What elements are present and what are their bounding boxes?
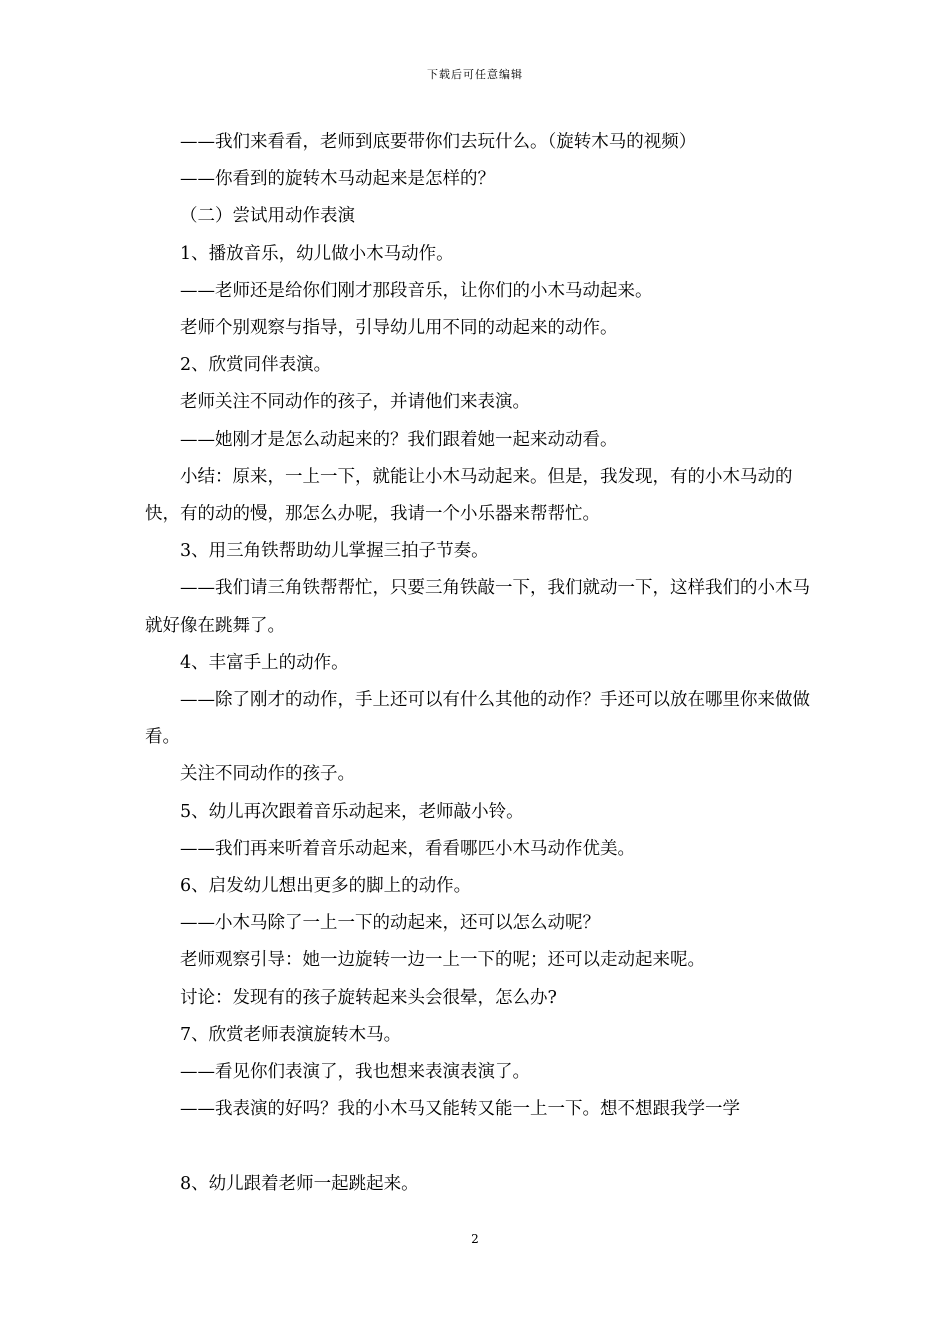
paragraph: ——看见你们表演了，我也想来表演表演了。: [180, 1062, 530, 1083]
document-body: [145, 124, 810, 1203]
step-heading: 4、丰富手上的动作。: [180, 652, 349, 673]
step-heading: 8、幼儿跟着老师一起跳起来。: [180, 1173, 419, 1194]
page-header: 下载后可任意编辑: [427, 68, 523, 81]
summary-paragraph: 小结：原来，一上一下，就能让小木马动起来。但是，我发现，有的小木马动的快，有的动的慢，那怎么办呢，我请一个小乐器来帮帮忙。: [145, 466, 793, 525]
step-heading: 2、欣赏同伴表演。: [180, 355, 332, 376]
section-heading: （二）尝试用动作表演: [180, 206, 355, 227]
paragraph: ——她刚才是怎么动起来的？我们跟着她一起来动动看。: [180, 429, 618, 450]
paragraph: ——我表演的好吗？我的小木马又能转又能一上一下。想不想跟我学一学: [180, 1099, 740, 1120]
paragraph: ——你看到的旋转木马动起来是怎样的？: [180, 169, 495, 190]
paragraph: 老师观察引导：她一边旋转一边一上一下的呢；还可以走动起来呢。: [180, 950, 705, 971]
paragraph: 讨论：发现有的孩子旋转起来头会很晕，怎么办?: [180, 987, 557, 1008]
step-heading: 7、欣赏老师表演旋转木马。: [180, 1024, 402, 1045]
step-heading: 5、幼儿再次跟着音乐动起来，老师敲小铃。: [180, 801, 524, 822]
paragraph: ——我们来看看，老师到底要带你们去玩什么。（旋转木马的视频）: [180, 132, 697, 152]
paragraph: ——我们再来听着音乐动起来，看看哪匹小木马动作优美。: [180, 838, 635, 859]
step-heading: 1、播放音乐，幼儿做小木马动作。: [180, 243, 454, 264]
paragraph: ——小木马除了一上一下的动起来，还可以怎么动呢？: [180, 913, 600, 934]
paragraph: ——我们请三角铁帮帮忙，只要三角铁敲一下，我们就动一下，这样我们的小木马就好像在跳舞了。: [145, 578, 810, 636]
paragraph: 老师关注不同动作的孩子，并请他们来表演。: [180, 392, 530, 413]
paragraph: 关注不同动作的孩子。: [180, 764, 355, 785]
paragraph: ——除了刚才的动作，手上还可以有什么其他的动作？手还可以放在哪里你来做做看。: [145, 690, 810, 748]
step-heading: 3、用三角铁帮助幼儿掌握三拍子节奏。: [180, 541, 489, 562]
paragraph: ——老师还是给你们刚才那段音乐，让你们的小木马动起来。: [180, 280, 653, 301]
step-heading: 6、启发幼儿想出更多的脚上的动作。: [180, 876, 472, 897]
paragraph: 老师个别观察与指导，引导幼儿用不同的动起来的动作。: [180, 318, 618, 339]
blank-line: [145, 1128, 810, 1165]
page-number: 2: [471, 1232, 479, 1246]
